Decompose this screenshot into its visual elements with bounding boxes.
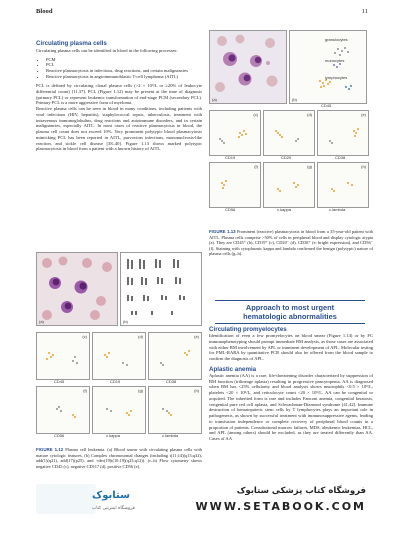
axis-label-cd45: CD45 <box>321 103 332 108</box>
section-title-line1: Approach to most urgent <box>245 302 335 312</box>
plasma-cell-leukemia-smear-image <box>37 253 117 325</box>
cd56-plot <box>210 163 260 207</box>
panel-letter: (e) <box>194 334 199 339</box>
pcl-paragraph: PCL is defined by circulating clonal plasma cells (>2 × 10⁹/L or ≥20% of leukocyte differential count) [11,37]. PCL (Figure 1.12) may be present at the time of diagnosis (primary PCL) or represent leukemic transformation of end-stage PCM (secondary PCL). Primary PCL is a more aggressive form of myeloma. <box>36 83 202 106</box>
axis-label-cd19: CD19 <box>225 155 236 160</box>
panel-letter: (d) <box>307 112 312 117</box>
right-column-text <box>209 326 373 442</box>
process-list <box>36 57 202 79</box>
figure-1-13 <box>209 30 373 225</box>
scatter-panel-g <box>263 162 315 208</box>
scatter-panel-c <box>36 332 90 380</box>
scatter-panel-g <box>92 386 146 434</box>
scatter-panel-f <box>36 386 90 434</box>
panel-letter: (c) <box>253 112 258 117</box>
panel-letter: (g) <box>138 388 143 393</box>
axis-label-cd45: CD45 <box>54 379 65 384</box>
divider <box>215 300 365 301</box>
panel-letter: (f) <box>83 388 87 393</box>
footer-watermark <box>0 480 400 533</box>
running-header <box>36 8 368 20</box>
plot-f <box>37 387 89 433</box>
aplastic-paragraph: Aplastic anemia (AA) is a rare, life-threatening disorder characterized by suppression of BM function (trilineage aplasia) resulting in progressive pancytopenia. AA is diagnosed when BM has <25% cellularity and blood analysis shows neutrophils <0.5 × 10⁹/L, platelets <20 × 10⁹/L, and reticulocyte count <20 × 10⁹/L. AA can be congenital or acquired. The inherited form is rare and includes Fanconi anemia, congenital keratosis, congenital pure red cell aplasia, and Schwachman-Diamond syndrome [41,42]. Immune destruction of hematopoietic stem cells by T lymphocytes plays an important role in pathogenesis, as shown by successful treatment with immunosuppressive agents, leading to transfusion independence or complete recovery of peripheral blood counts in a proportion of patients. Constitutional marrow failures, MDS, aleukemic leukemias, HCL, and APL (among others) should be excluded, as they are treated differently than AA. Cases of AA <box>209 372 373 441</box>
scatter-panel-b <box>289 30 367 104</box>
list-item: • Reactive plasmacytosis in angioimmunoblastic T-cell lymphoma (AITL) <box>46 74 202 80</box>
panel-letter: (b) <box>123 319 128 324</box>
panel-letter: (c) <box>82 334 87 339</box>
section-title-line2: hematologic abnormalities <box>243 311 337 321</box>
smear-panel-a <box>209 30 287 104</box>
cd19-plot <box>210 111 260 155</box>
c-lambda-plot <box>149 387 201 433</box>
list-item: • PCM <box>46 57 202 63</box>
panel-letter: (h) <box>361 164 366 169</box>
cd45-plot <box>37 333 89 379</box>
scatter-panel-d <box>263 110 315 156</box>
list-item: • PCL <box>46 62 202 68</box>
axis-label-cd38: CD38 <box>166 379 177 384</box>
setabook-logo-image <box>36 484 135 514</box>
gate-label: monocytes <box>325 58 345 63</box>
scatter-panel-d <box>92 332 146 380</box>
approach-section-title <box>210 298 370 325</box>
heading-circulating-plasma-cells: Circulating plasma cells <box>36 40 107 47</box>
divider <box>215 323 365 324</box>
panel-letter: (a) <box>39 319 44 324</box>
c-lambda-plot <box>318 163 368 207</box>
gate-label: granulocytes <box>325 37 348 42</box>
karyotype-image <box>121 253 201 325</box>
scatter-panel-f <box>209 162 261 208</box>
footer-url[interactable]: WWW.SETABOOK.COM <box>195 500 366 513</box>
axis-label-clambda: c.lambda <box>329 207 346 212</box>
svg-text:فروشگاه اینترنتی کتاب: فروشگاه اینترنتی کتاب <box>92 506 135 511</box>
promyelocytes-paragraph: Identification of even a few promyelocytes on blood smear (Figure 1.14) or by FC immunophenotyping should prompt immediate BM analysis, as those cases are associated with either BM involvement by APL or imminent development of APL. Molecular testing for PML-RARA by quantitative PCR should also be offered from the blood sample to confirm the diagnosis of APL. <box>209 333 373 361</box>
karyotype-panel-b <box>120 252 202 326</box>
c-kappa-plot <box>93 387 145 433</box>
cd20-plot <box>264 111 314 155</box>
scatter-panel-c <box>209 110 261 156</box>
axis-label-ckappa: c.kappa <box>277 207 292 212</box>
heading-aplastic-anemia: Aplastic anemia <box>209 365 257 373</box>
figure-1-12-caption <box>36 447 202 469</box>
plasma-cell-smear-image <box>210 31 286 103</box>
cd117-plot <box>93 333 145 379</box>
intro-paragraph: Circulating plasma cells can be identified in blood in the following processes: <box>36 48 178 53</box>
page-number: 11 <box>361 8 368 15</box>
axis-label-clambda: c.lambda <box>162 433 179 438</box>
scatter-panel-e <box>317 110 369 156</box>
axis-label-cd56: CD56 <box>225 207 236 212</box>
figure-1-13-caption <box>209 229 373 257</box>
scatter-panel-h <box>317 162 369 208</box>
footer-persian-text: فروشگاه کتاب پزشکی ستابوک <box>236 486 366 496</box>
figure-1-12 <box>36 252 202 447</box>
caption-label: FIGURE 1.13 <box>209 229 236 234</box>
panel-letter: (b) <box>292 97 297 102</box>
scatter-panel-e <box>148 332 202 380</box>
caption-text: Prominent (reactive) plasmacytosis in blood from a 35-year-old patient with AITL. Plasma cells comprise >50% of cells in peripheral blood and display cytologic atypia (a). They are CD45⁺ (b), CD19⁺ (c), CD20⁻ (d), CD38⁺ (e; bright expression), and CD56⁻ (f). Staining with cytoplasmic kappa and lambda confirmed the benign (polytypic) nature of plasma cells (g–h). <box>209 229 373 256</box>
setabook-logo <box>36 484 135 514</box>
axis-label-cd19: CD19 <box>110 379 121 384</box>
reactive-paragraph: Reactive plasma cells can be seen in blood in many conditions, including patients with viral infections (HIV, hepatitis), staphylococcal sepsis, tuberculosis, treatment with intravenous immunoglobulins, drug reactions and autoimmune disorders, and in certain malignancies, especially AITL. In most cases of reactive plasmacytosis in blood, the plasma cell count does not exceed 10%. Very prominent polytypic blood plasmacytosis mimicking PCL has been reported in AITL, parvovirus infections, mononucleosis-like reaction, and sickle cell disease [38–40]. Figure 1.13 shows marked polytypic plasmacytosis in blood from a patient with a known history of AITL. <box>36 106 202 152</box>
section-title: Blood <box>36 8 53 15</box>
axis-label-cd56: CD56 <box>54 433 65 438</box>
panel-letter: (f) <box>254 164 258 169</box>
panel-letter: (d) <box>138 334 143 339</box>
panel-letter: (e) <box>361 112 366 117</box>
panel-letter: (h) <box>194 388 199 393</box>
caption-label: FIGURE 1.12 <box>36 447 64 452</box>
axis-label-cd38: CD38 <box>335 155 346 160</box>
axis-label-cd20: CD20 <box>281 155 292 160</box>
cd38-plot <box>318 111 368 155</box>
smear-panel-a <box>36 252 118 326</box>
heading-circulating-promyelocytes: Circulating promyelocytes <box>209 326 287 333</box>
axis-label-ckappa: c.kappa <box>106 433 121 438</box>
c-kappa-plot <box>264 163 314 207</box>
left-column <box>36 40 202 152</box>
scatter-panel-h <box>148 386 202 434</box>
panel-letter: (g) <box>307 164 312 169</box>
caption-text: Plasma cell leukemia. (a) Blood smear with circulating plasma cells with mature cytologic features. (b) Complex chromosomal changes (including t(11;14)(q13;q32), add(1)(q21), add(17)(p25), and +der(19)t(10;19)(q23;q12)). (c–h) Flow cytometry shows negative CD45 (c), negative CD117 (d), positive CD56 (e), <box>36 447 202 469</box>
cd56-plot <box>149 333 201 379</box>
gate-label: lymphocytes <box>325 75 348 80</box>
list-item: • Reactive plasmacytosis in infectious, drug reactions, and certain malignancies <box>46 68 202 74</box>
svg-text:ستابوک: ستابوک <box>92 490 130 501</box>
panel-letter: (a) <box>212 97 217 102</box>
